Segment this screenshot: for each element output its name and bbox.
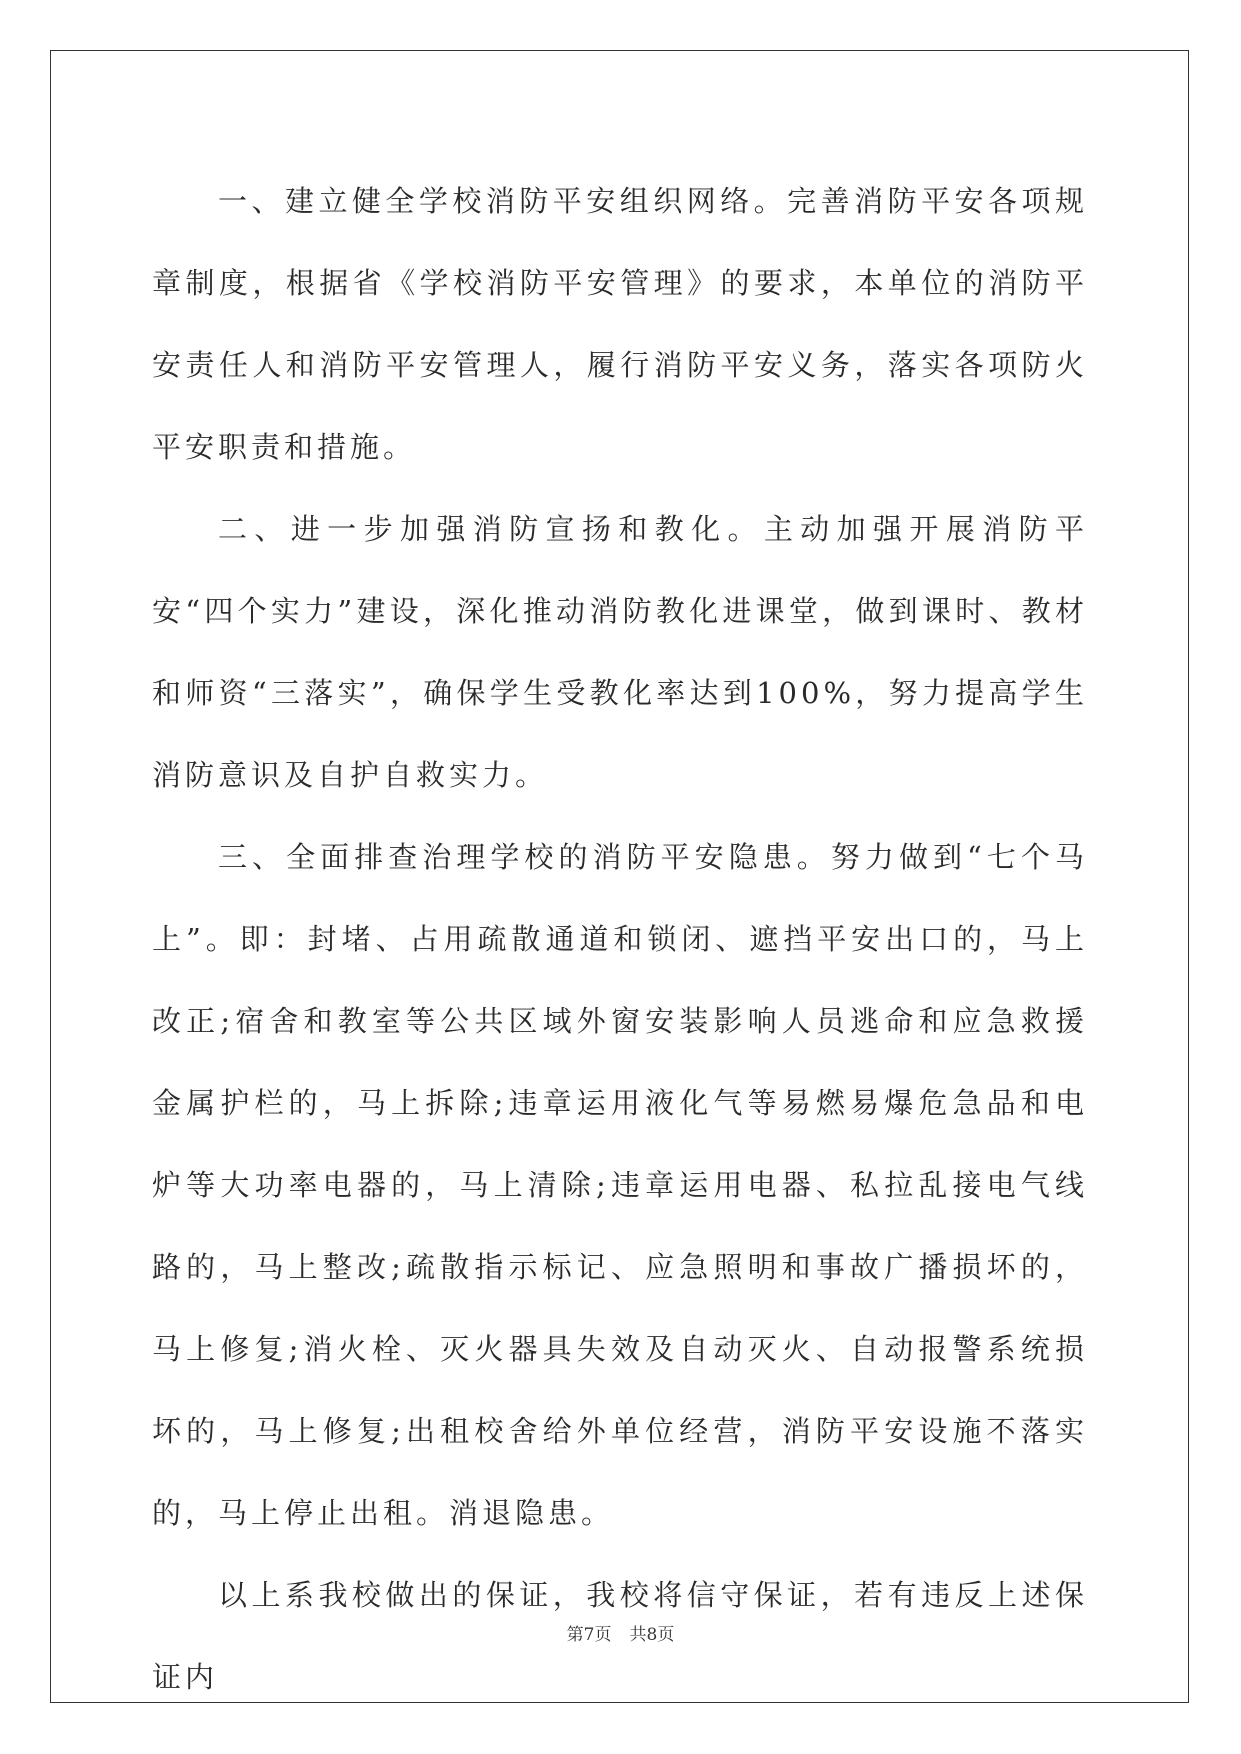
- paragraph-4: 以上系我校做出的保证，我校将信守保证，若有违反上述保证内: [152, 1578, 1088, 1694]
- paragraph-2: 二、进一步加强消防宣扬和教化。主动加强开展消防平安“四个实力”建设，深化推动消防教化进课堂，做到课时、教材和师资“三落实”，确保学生受教化率达到100%，努力提高学生消防意识及自护自救实力。: [152, 512, 1088, 792]
- paragraph-1: 一、建立健全学校消防平安组织网络。完善消防平安各项规章制度，根据省《学校消防平安管理》的要求，本单位的消防平安责任人和消防平安管理人，履行消防平安义务，落实各项防火平安职责和措施。: [152, 184, 1088, 464]
- page-footer: [0, 1620, 1241, 1645]
- page-number-total: 共8页: [629, 1625, 675, 1645]
- document-body: [152, 160, 1088, 1718]
- page-number-current: 第7页: [566, 1625, 612, 1645]
- paragraph-3: 三、全面排查治理学校的消防平安隐患。努力做到“七个马上”。即：封堵、占用疏散通道和锁闭、遮挡平安出口的，马上改正;宿舍和教室等公共区域外窗安装影响人员逃命和应急救援金属护栏的，马上拆除;违章运用液化气等易燃易爆危急品和电炉等大功率电器的，马上清除;违章运用电器、私拉乱接电气线路的，马上整改;疏散指示标记、应急照明和事故广播损坏的，马上修复;消火栓、灭火器具失效及自动灭火、自动报警系统损坏的，马上修复;出租校舍给外单位经营，消防平安设施不落实的，马上停止出租。消退隐患。: [152, 840, 1088, 1530]
